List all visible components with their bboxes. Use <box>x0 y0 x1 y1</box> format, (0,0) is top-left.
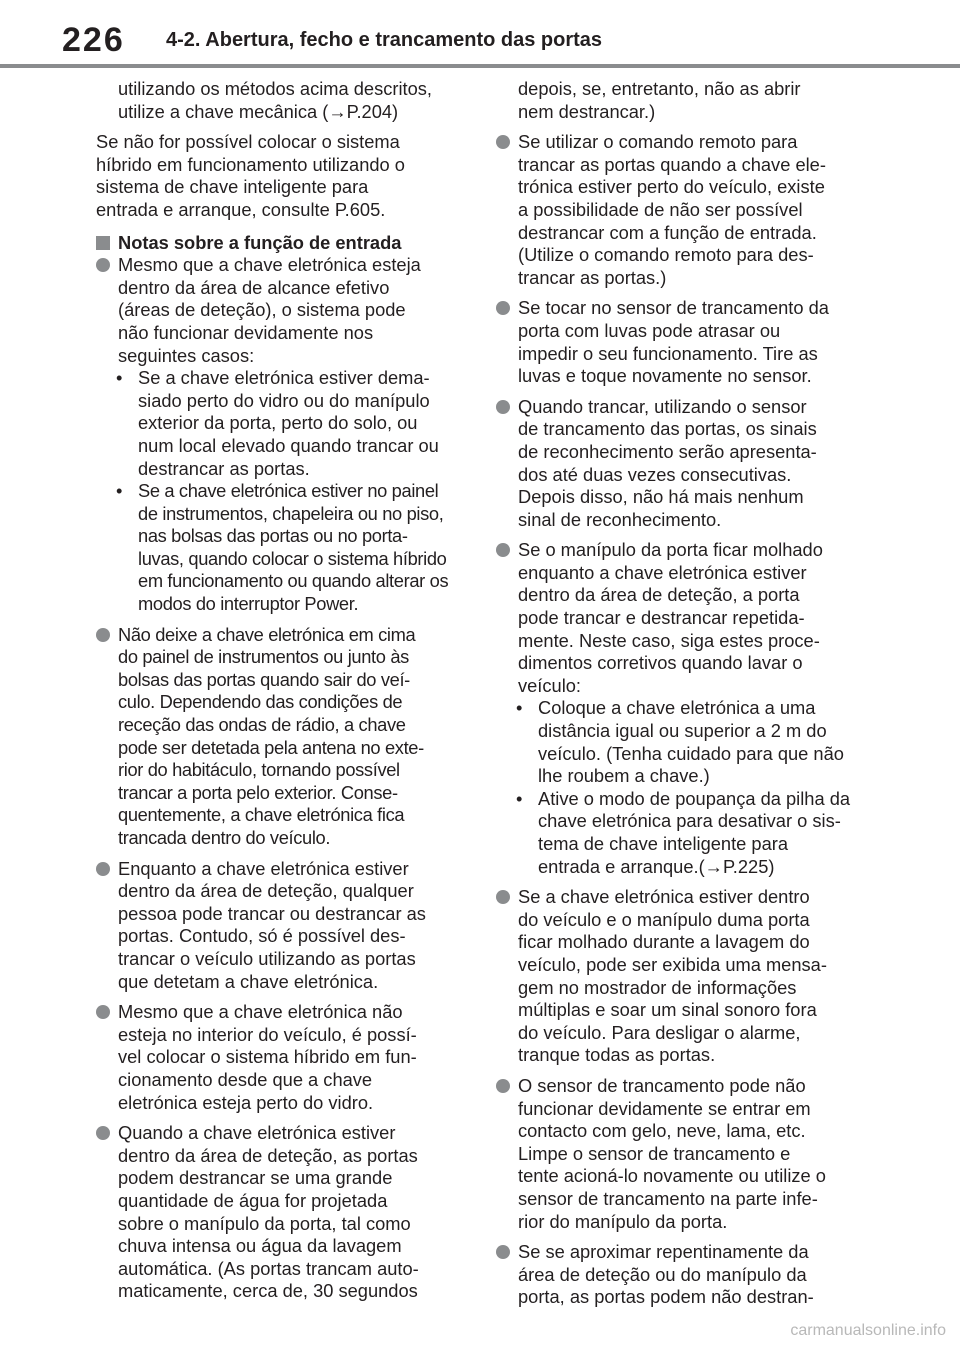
text-line: (áreas de deteção), o sistema pode <box>118 299 406 321</box>
text-line: maticamente, cerca de, 30 segundos <box>118 1280 418 1302</box>
text-line: Se se aproximar repentinamente da <box>518 1241 809 1263</box>
sub-bullet-marker: • <box>116 480 123 502</box>
bullet-item <box>96 1122 464 1303</box>
sub-bullet-text <box>538 697 844 786</box>
bullet-text <box>118 254 421 365</box>
sub-bullet-item <box>496 788 866 878</box>
text-line: trancar as portas quando a chave ele- <box>518 153 826 175</box>
text-line: Coloque a chave eletrónica a uma <box>538 697 816 719</box>
bullet-item <box>496 297 866 387</box>
text-line: rior do habitáculo, tornando possível <box>118 759 400 781</box>
text-line: luvas, quando colocar o sistema híbrido <box>138 547 447 569</box>
page-number: 226 <box>62 21 125 59</box>
bullet-item <box>96 254 464 367</box>
text-line: Se o manípulo da porta ficar molhado <box>518 539 823 561</box>
sub-bullet-text <box>138 480 448 614</box>
bullet-text <box>118 624 424 848</box>
text-line: enquanto a chave eletrónica estiver <box>518 561 807 583</box>
text-line: dos até duas vezes consecutivas. <box>518 463 792 485</box>
text-line: cionamento desde que a chave <box>118 1068 373 1090</box>
text-line: O sensor de trancamento pode não <box>518 1074 806 1096</box>
text-line: funcionar devidamente se entrar em <box>518 1097 811 1119</box>
text-line: porta, as portas podem não destran- <box>518 1286 814 1308</box>
text-line: híbrido em funcionamento utilizando o <box>96 153 405 175</box>
bullet-dot-icon <box>96 862 110 876</box>
page-header <box>0 0 960 72</box>
sub-bullet-item <box>96 480 464 616</box>
text-line: Quando trancar, utilizando o sensor <box>518 395 807 417</box>
text-line: eletrónica esteja perto do vidro. <box>118 1091 374 1113</box>
text-line: chuva intensa ou água da lavagem <box>118 1235 402 1257</box>
header-divider <box>0 64 960 68</box>
text-line: nem destrancar.) <box>518 100 656 122</box>
bullet-item <box>96 858 464 994</box>
text-line: esteja no interior do veículo, é possí- <box>118 1023 417 1045</box>
text-line: seguintes casos: <box>118 344 255 366</box>
bullet-text <box>118 1122 419 1301</box>
bullet-text <box>518 1241 814 1307</box>
text-line: dimentos corretivos quando lavar o <box>518 652 803 674</box>
text-line: de trancamento das portas, os sinais <box>518 418 817 440</box>
text-line: quentemente, a chave eletrónica fica <box>118 804 405 826</box>
bullet-dot-icon <box>96 258 110 272</box>
sub-bullet-marker: • <box>516 697 523 719</box>
bullet-item <box>496 886 866 1067</box>
text-line: de instrumentos, chapeleira ou no piso, <box>138 502 444 524</box>
text-line: trancar a porta pelo exterior. Conse- <box>118 781 398 803</box>
text-line: do painel de instrumentos ou junto às <box>118 646 409 668</box>
text-line: entrada e arranque.(→P.225) <box>538 855 775 877</box>
bullet-item <box>96 1001 464 1114</box>
text-line: mente. Neste caso, siga estes proce- <box>518 629 820 651</box>
text-line: dentro da área de deteção, as portas <box>118 1144 418 1166</box>
text-line: utilizando os métodos acima descritos, <box>118 78 432 99</box>
text-line: depois, se, entretanto, não as abrir <box>518 78 801 99</box>
bullet-dot-icon <box>96 1126 110 1140</box>
heading-text: Notas sobre a função de entrada <box>118 231 402 253</box>
text-line: veículo, pode ser exibida uma mensa- <box>518 953 827 975</box>
text-line: trancada dentro do veículo. <box>118 827 331 848</box>
text-line: veículo. (Tenha cuidado para que não <box>538 742 844 764</box>
text-line: Ative o modo de poupança da pilha da <box>538 787 851 809</box>
text-line: destrancar as portas. <box>138 457 310 479</box>
text-line: trónica estiver perto do veículo, existe <box>518 176 825 198</box>
bullet-text <box>518 396 817 530</box>
bullet-item <box>496 1075 866 1233</box>
bullet-item <box>96 624 464 850</box>
sub-bullet-marker: • <box>116 367 123 389</box>
text-line: dentro da área de deteção, qualquer <box>118 880 414 902</box>
text-line: destrancar com a função de entrada. <box>518 221 817 243</box>
bullet-dot-icon <box>496 543 510 557</box>
bullet-text <box>518 297 829 386</box>
text-line: tranque todas as portas. <box>518 1044 716 1066</box>
text-line: gem no mostrador de informações <box>518 976 797 998</box>
text-line: utilize a chave mecânica (→P.204) <box>118 100 399 122</box>
text-line: trancar as portas.) <box>518 266 667 288</box>
text-line: contacto com gelo, neve, lama, etc. <box>518 1120 806 1142</box>
text-line: automática. (As portas trancam auto- <box>118 1257 419 1279</box>
text-line: siado perto do vidro ou do manípulo <box>138 389 430 411</box>
section-heading <box>96 232 464 255</box>
text-line: sinal de reconhecimento. <box>518 508 722 530</box>
text-line: modos do interruptor Power. <box>138 593 359 615</box>
sub-bullet-text <box>538 788 850 877</box>
continued-paragraph <box>496 78 866 123</box>
text-line: porta com luvas pode atrasar ou <box>518 319 781 341</box>
text-line: em funcionamento ou quando alterar os <box>138 570 449 592</box>
text-line: pessoa pode trancar ou destrancar as <box>118 902 426 924</box>
sub-bullet-marker: • <box>516 787 523 809</box>
watermark-link[interactable]: carmanualsonline.info <box>790 1322 946 1339</box>
text-line: distância igual ou superior a 2 m do <box>538 720 827 742</box>
text-line: exterior da porta, perto do solo, ou <box>138 412 418 434</box>
text-line: a possibilidade de não ser possível <box>518 198 803 220</box>
text-line: dentro da área de alcance efetivo <box>118 276 390 298</box>
text-line: impedir o seu funcionamento. Tire as <box>518 342 818 364</box>
text-line: tema de chave inteligente para <box>538 833 789 854</box>
text-line: trancar o veículo utilizando as portas <box>118 947 416 969</box>
text-line: num local elevado quando trancar ou <box>138 434 439 456</box>
sub-bullet-item <box>496 697 866 787</box>
text-line: vel colocar o sistema híbrido em fun- <box>118 1046 417 1068</box>
text-line: Enquanto a chave eletrónica estiver <box>118 857 409 879</box>
text-line: Depois disso, não há mais nenhum <box>518 486 804 508</box>
text-line: sobre o manípulo da porta, tal como <box>118 1212 411 1234</box>
text-line: dentro da área de deteção, a porta <box>518 584 800 606</box>
text-line: chave eletrónica para desativar o sis- <box>538 810 841 832</box>
text-line: receção das ondas de rádio, a chave <box>118 714 406 736</box>
text-line: Se tocar no sensor de trancamento da <box>518 297 829 319</box>
text-line: Se a chave eletrónica estiver no painel <box>138 480 439 502</box>
text-line: Se a chave eletrónica estiver dentro <box>518 886 810 908</box>
text-line: tente acioná-lo novamente ou utilize o <box>518 1165 826 1187</box>
bullet-dot-icon <box>96 1005 110 1019</box>
text-line: Quando a chave eletrónica estiver <box>118 1122 396 1144</box>
text-line: que detetam a chave eletrónica. <box>118 970 379 992</box>
bullet-item <box>496 1241 866 1309</box>
bullet-dot-icon <box>96 628 110 642</box>
text-line: nas bolsas das portas ou no porta- <box>138 525 408 547</box>
text-line: veículo: <box>518 674 582 696</box>
bullet-dot-icon <box>496 135 510 149</box>
text-line: do veículo e o manípulo duma porta <box>518 908 810 930</box>
text-line: (Utilize o comando remoto para des- <box>518 244 814 266</box>
bullet-text <box>518 886 827 1065</box>
text-line: quantidade de água for projetada <box>118 1189 388 1211</box>
text-line: pode ser detetada pela antena no exte- <box>118 736 424 758</box>
bullet-dot-icon <box>496 301 510 315</box>
bullet-text <box>518 131 826 288</box>
text-line: sensor de trancamento na parte infe- <box>518 1187 818 1209</box>
text-line: área de deteção ou do manípulo da <box>518 1263 807 1285</box>
text-line: de reconhecimento serão apresenta- <box>518 440 817 462</box>
bullet-dot-icon <box>496 890 510 904</box>
text-line: entrada e arranque, consulte P.605. <box>96 198 386 220</box>
bullet-item <box>496 539 866 697</box>
sub-bullet-item <box>96 367 464 480</box>
bullet-text <box>118 1001 417 1112</box>
text-line: Limpe o sensor de trancamento e <box>518 1142 791 1164</box>
text-line: luvas e toque novamente no sensor. <box>518 365 812 387</box>
text-line: culo. Dependendo das condições de <box>118 691 403 713</box>
paragraph <box>96 131 464 221</box>
text-line: Se não for possível colocar o sistema <box>96 131 400 153</box>
text-line: bolsas das portas quando sair do veí- <box>118 668 410 690</box>
text-line: rior do manípulo da porta. <box>518 1210 728 1232</box>
text-line: múltiplas e soar um sinal sonoro fora <box>518 999 817 1021</box>
text-line: Se a chave eletrónica estiver dema- <box>138 367 430 389</box>
text-line: Mesmo que a chave eletrónica esteja <box>118 254 421 276</box>
text-line: do veículo. Para desligar o alarme, <box>518 1021 801 1043</box>
bullet-item <box>496 131 866 289</box>
text-line: Se utilizar o comando remoto para <box>518 131 798 153</box>
bullet-text <box>518 539 823 696</box>
sub-bullet-text <box>138 367 439 478</box>
square-bullet-icon <box>96 236 110 250</box>
section-title: 4-2. Abertura, fecho e trancamento das portas <box>166 29 603 51</box>
text-line: ficar molhado durante a lavagem do <box>518 931 810 953</box>
continued-paragraph <box>96 78 464 123</box>
text-line: portas. Contudo, só é possível des- <box>118 925 406 947</box>
bullet-dot-icon <box>496 1245 510 1259</box>
text-line: sistema de chave inteligente para <box>96 176 369 198</box>
text-line: podem destrancar se uma grande <box>118 1167 393 1189</box>
right-column <box>496 78 866 1309</box>
bullet-text <box>118 858 426 992</box>
text-line: Não deixe a chave eletrónica em cima <box>118 623 416 645</box>
text-line: não funcionar devidamente nos <box>118 321 374 343</box>
left-column <box>96 78 464 1303</box>
text-line: lhe roubem a chave.) <box>538 765 710 787</box>
bullet-item <box>496 396 866 532</box>
text-line: Mesmo que a chave eletrónica não <box>118 1001 403 1023</box>
text-line: pode trancar e destrancar repetida- <box>518 607 805 629</box>
bullet-dot-icon <box>496 1079 510 1093</box>
bullet-dot-icon <box>496 400 510 414</box>
bullet-text <box>518 1075 826 1232</box>
